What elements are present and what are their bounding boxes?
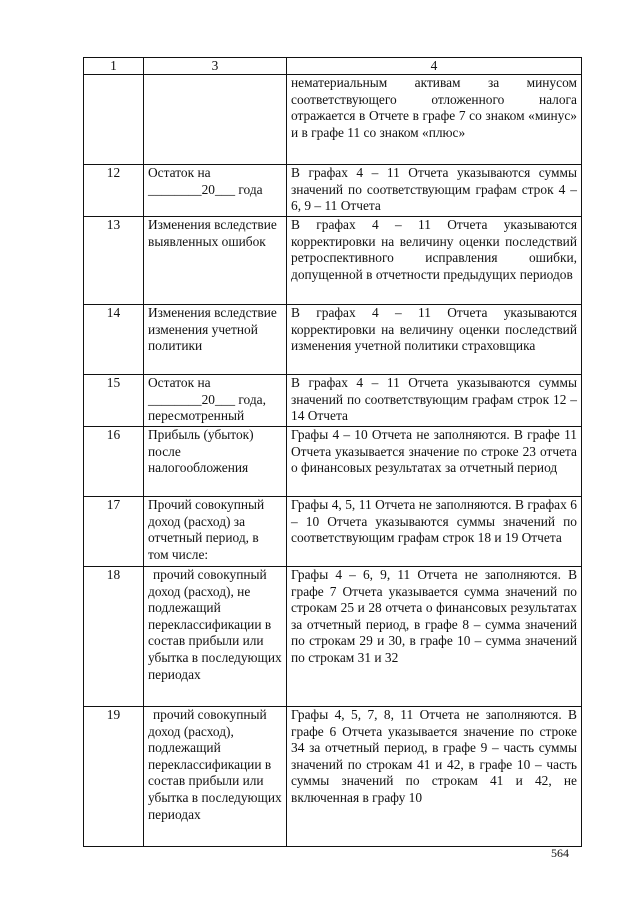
row-description: В графах 4 – 11 Отчета указываются корректировки на величину оценки последствий ретроспективного исправления ошибки, допущенной в отчетности предыдущих периодов xyxy=(287,217,582,305)
row-description: В графах 4 – 11 Отчета указываются суммы значений по соответствующим графам строк 12 – 14 Отчета xyxy=(287,375,582,427)
table-row xyxy=(84,217,582,305)
row-name: Остаток на ________20___ года, пересмотренный xyxy=(144,375,287,427)
row-name-text: прочий совокупный доход (расход), не подлежащий переклассификации в состав прибыли или убытка в последующих периодах xyxy=(148,567,282,682)
row-description: нематериальным активам за минусом соответствующего отложенного налога отражается в Отчете в графе 7 со знаком «минус» и в графе 11 со знаком «плюс» xyxy=(287,75,582,165)
row-description: Графы 4 – 10 Отчета не заполняются. В графе 11 Отчета указывается значение по строке 23 отчета о финансовых результатах за отчетный период xyxy=(287,427,582,497)
row-description: Графы 4, 5, 7, 8, 11 Отчета не заполняются. В графе 6 Отчета указывается значение по строке 34 за отчетный период, в графе 9 – часть суммы значений по строкам 41 и 42, в графе 10 – часть суммы значений по строкам 41 и 42, не включенная в графу 10 xyxy=(287,707,582,847)
row-name xyxy=(144,707,287,847)
table-row xyxy=(84,75,582,165)
row-name-text: прочий совокупный доход (расход), подлежащий переклассификации в состав прибыли или убытка в последующих периодах xyxy=(148,707,282,822)
table-row xyxy=(84,427,582,497)
table-row xyxy=(84,305,582,375)
row-number: 17 xyxy=(84,497,144,567)
row-number: 16 xyxy=(84,427,144,497)
row-name: Прочий совокупный доход (расход) за отчетный период, в том числе: xyxy=(144,497,287,567)
page-number: 564 xyxy=(551,846,569,860)
row-name: Изменения вследствие выявленных ошибок xyxy=(144,217,287,305)
row-name: Прибыль (убыток) после налогообложения xyxy=(144,427,287,497)
row-number: 15 xyxy=(84,375,144,427)
table-row xyxy=(84,165,582,217)
table-row xyxy=(84,567,582,707)
table-row xyxy=(84,497,582,567)
table-row xyxy=(84,707,582,847)
row-description: В графах 4 – 11 Отчета указываются корректировки на величину оценки последствий изменения учетной политики страховщика xyxy=(287,305,582,375)
row-name: Изменения вследствие изменения учетной политики xyxy=(144,305,287,375)
row-description: Графы 4, 5, 11 Отчета не заполняются. В графах 6 – 10 Отчета указываются суммы значений по соответствующим графам строк 18 и 19 Отчета xyxy=(287,497,582,567)
row-name xyxy=(144,75,287,165)
row-description: В графах 4 – 11 Отчета указываются суммы значений по соответствующим графам строк 4 – 6, 9 – 11 Отчета xyxy=(287,165,582,217)
row-number: 12 xyxy=(84,165,144,217)
row-name xyxy=(144,567,287,707)
row-number xyxy=(84,75,144,165)
row-number: 13 xyxy=(84,217,144,305)
header-col-3: 3 xyxy=(144,58,287,75)
row-number: 19 xyxy=(84,707,144,847)
header-col-4: 4 xyxy=(287,58,582,75)
header-row xyxy=(84,58,582,75)
header-col-1: 1 xyxy=(84,58,144,75)
row-description: Графы 4 – 6, 9, 11 Отчета не заполняются. В графе 7 Отчета указывается сумма значений по строкам 25 и 28 отчета о финансовых результатах за отчетный период, в графе 8 – сумма значений по строкам 29 и 30, в графе 10 – сумма значений по строкам 31 и 32 xyxy=(287,567,582,707)
row-name: Остаток на ________20___ года xyxy=(144,165,287,217)
row-number: 18 xyxy=(84,567,144,707)
table-row xyxy=(84,375,582,427)
row-number: 14 xyxy=(84,305,144,375)
document-table xyxy=(83,57,582,847)
